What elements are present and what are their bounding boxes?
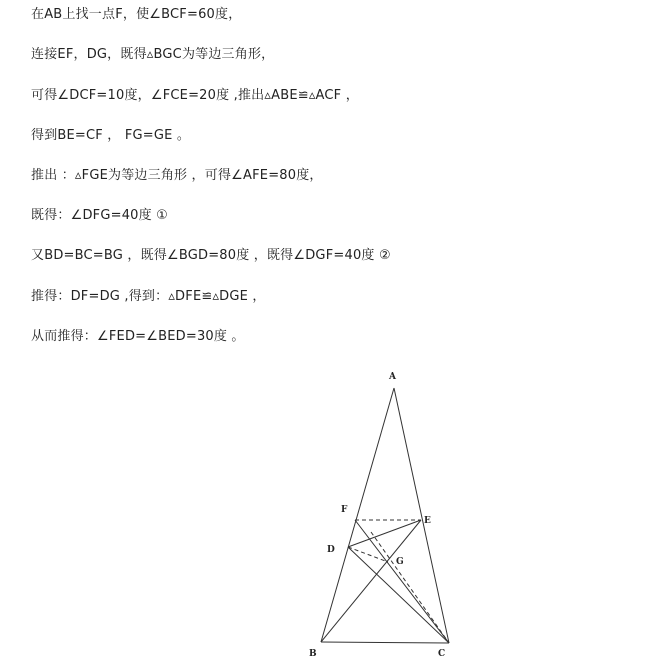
label-b: B (309, 649, 317, 659)
proof-line-9: 从而推得：∠FED=∠BED=30度 。 (31, 329, 245, 344)
proof-line-5: 推出 ：▵FGE为等边三角形 ，可得∠AFE=80度， (31, 168, 323, 183)
segment-ab (321, 388, 394, 642)
proof-line-2: 连接EF，DG，既得▵BGC为等边三角形， (31, 47, 275, 62)
proof-line-6: 既得：∠DFG=40度 ① (31, 208, 169, 223)
segment-dg-dashed (348, 547, 388, 562)
proof-line-8: 推得：DF=DG ,得到：▵DFE≌▵DGE ， (31, 289, 266, 304)
label-a: A (389, 372, 396, 382)
proof-line-1: 在AB上找一点F，使∠BCF=60度， (31, 7, 242, 22)
proof-line-7: 又BD=BC=BG ，既得∠BGD=80度 ，既得∠DGF=40度 ② (31, 248, 391, 263)
segment-cf (355, 520, 449, 643)
label-e: E (424, 516, 431, 526)
label-f: F (341, 505, 348, 515)
label-g: G (396, 557, 404, 567)
proof-line-3: 可得∠DCF=10度，∠FCE=20度 ,推出▵ABE≌▵ACF ， (31, 88, 359, 103)
label-d: D (327, 545, 335, 555)
segment-bc (321, 642, 449, 643)
figure-dashed-lines (348, 520, 449, 643)
segment-ac (394, 388, 449, 643)
proof-line-4: 得到BE=CF ， FG=GE 。 (31, 128, 191, 143)
label-c: C (438, 649, 446, 659)
